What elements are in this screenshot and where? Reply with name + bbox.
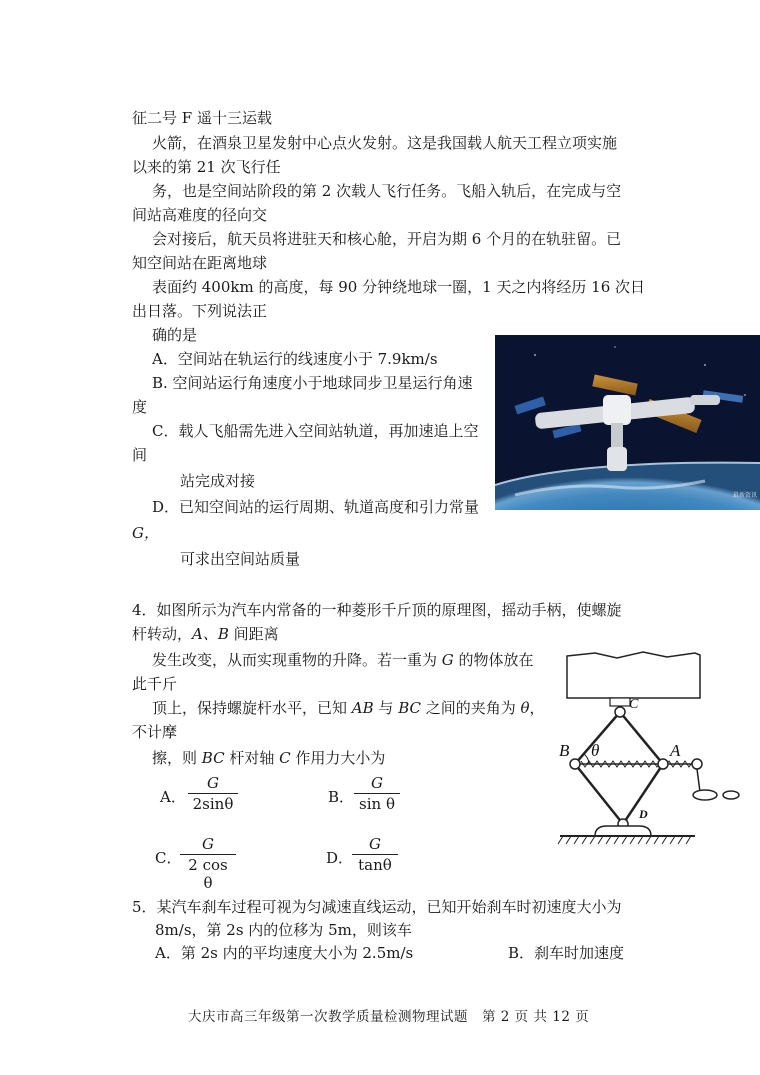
q3-line-10: 确的是: [152, 326, 198, 344]
q3-line-3: 以来的第 21 次飞行任: [132, 158, 281, 176]
space-station-photo: [495, 335, 760, 510]
q3-line-9: 出日落。下列说法正: [132, 302, 268, 320]
label-c: C: [629, 697, 639, 712]
q3-option-d: D．已知空间站的运行周期、轨道高度和引力常量: [152, 498, 480, 516]
label-d: D: [639, 807, 648, 821]
q5-option-a: A．第 2s 内的平均速度大小为 2.5m/s: [155, 944, 414, 962]
q3-option-d-cont: G，: [132, 524, 159, 542]
label-theta: θ: [591, 741, 600, 760]
q4-line-5: 顶上，保持螺旋杆水平，已知 AB 与 BC 之间的夹角为 θ，: [152, 699, 545, 717]
q4-option-d-fraction: G tanθ: [352, 835, 398, 874]
q3-line-8: 表面约 400km 的高度，每 90 分钟绕地球一圈，1 天之内将经历 16 次日: [152, 278, 646, 296]
label-b: B: [559, 741, 570, 760]
q4-line-6: 不计摩: [132, 723, 178, 741]
q5-option-b: B．刹车时加速度: [508, 944, 625, 962]
q3-option-c: C．载人飞船需先进入空间站轨道，再加速追上空: [152, 422, 479, 440]
page-footer: 大庆市高三年级第一次教学质量检测物理试题 第 2 页 共 12 页: [188, 1009, 590, 1025]
q4-option-b-label: B．: [328, 788, 355, 806]
q4-option-c-fraction: G 2 cos θ: [180, 835, 236, 892]
q4-option-a-label: A．: [160, 788, 186, 806]
label-a: A: [670, 741, 681, 760]
handle-grip: [693, 790, 717, 800]
q4-line-4: 此千斤: [132, 675, 178, 693]
q4-line-7: 擦，则 BC 杆对轴 C 作用力大小为: [152, 749, 386, 767]
q4-option-a-fraction: G 2sinθ: [188, 774, 238, 813]
q3-option-a: A．空间站在轨运行的线速度小于 7.9km/s: [152, 350, 438, 368]
q3-line-5: 间站高难度的径向交: [132, 206, 268, 224]
q4-option-b-fraction: G sin θ: [354, 774, 400, 813]
q3-option-c-cont: 间: [132, 446, 148, 464]
q5-line-1: 5．某汽车刹车过程可视为匀减速直线运动，已知开始刹车时初速度大小为: [132, 898, 622, 916]
q3-line-7: 知空间站在距离地球: [132, 254, 268, 272]
q4-option-c-label: C．: [155, 849, 182, 867]
q4-line-1: 4．如图所示为汽车内常备的一种菱形千斤顶的原理图，摇动手柄，使螺旋: [132, 601, 622, 619]
q3-option-d-cont2: 可求出空间站质量: [180, 550, 301, 568]
q4-option-d-label: D．: [326, 849, 354, 867]
q3-line-4: 务，也是空间站阶段的第 2 次载人飞行任务。飞船入轨后，在完成与空: [152, 182, 622, 200]
rhombus-jack-diagram: [555, 650, 760, 855]
q3-line-1: 征二号 F 遥十三运载: [132, 109, 272, 127]
q4-line-3: 发生改变，从而实现重物的升降。若一重为 G 的物体放在: [152, 651, 534, 669]
q3-option-c-cont2: 站完成对接: [180, 472, 256, 490]
q3-line-2: 火箭，在酒泉卫星发射中心点火发射。这是我国载人航天工程立项实施: [152, 134, 618, 152]
q5-line-2: 8m/s，第 2s 内的位移为 5m，则该车: [155, 921, 412, 939]
q3-line-6: 会对接后，航天员将进驻天和核心舱，开启为期 6 个月的在轨驻留。已: [152, 230, 622, 248]
q3-option-b-cont: 度: [132, 398, 148, 416]
photo-watermark: 最新资讯: [733, 492, 758, 499]
weight-block: [567, 652, 700, 698]
q3-option-b: B. 空间站运行角速度小于地球同步卫星运行角速: [152, 374, 473, 392]
q4-line-2: 杆转动，A、B 间距离: [132, 625, 279, 643]
